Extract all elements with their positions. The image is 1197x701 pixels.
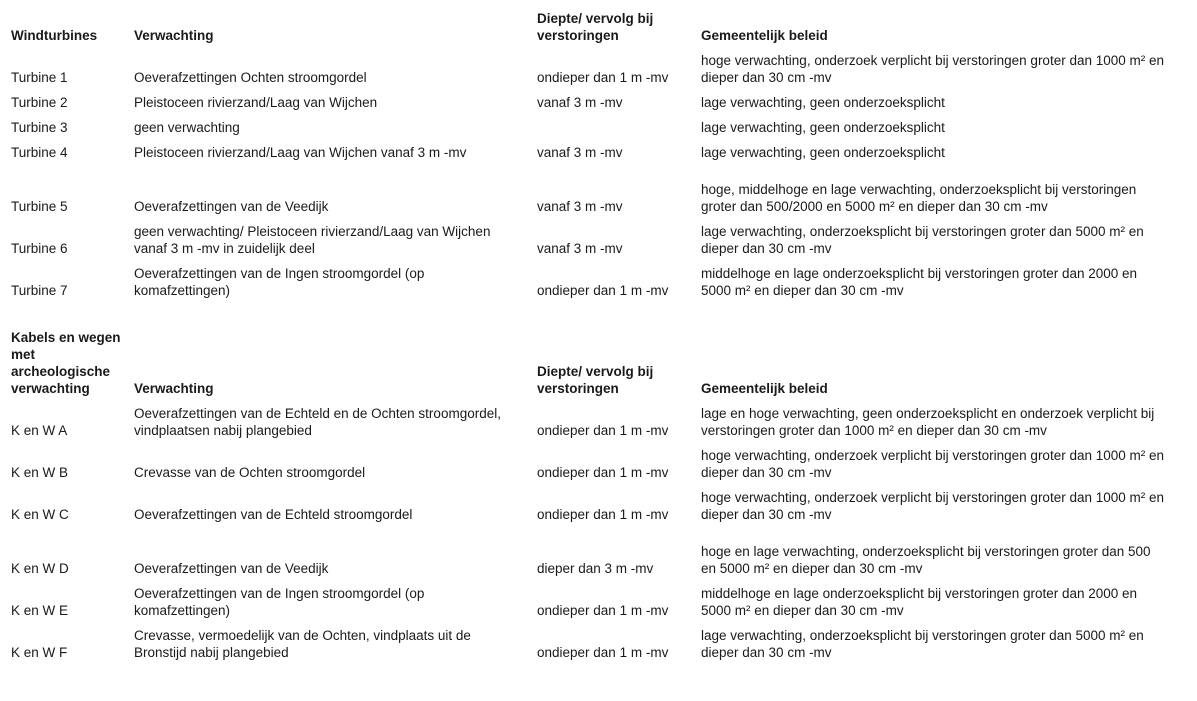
header-diepte: Diepte/ vervolg bij verstoringen xyxy=(537,11,654,43)
diepte-cell: ondieper dan 1 m -mv xyxy=(537,423,669,438)
table-row xyxy=(11,523,1166,577)
beleid-cell: lage verwachting, onderzoeksplicht bij verstoringen groter dan 5000 m² en dieper dan 30 cm -mv xyxy=(701,224,1144,256)
windturbines-table xyxy=(11,10,1166,299)
beleid-cell: middelhoge en lage onderzoeksplicht bij verstoringen groter dan 2000 en 5000 m² en dieper dan 30 cm -mv xyxy=(701,266,1138,298)
diepte-cell: ondieper dan 1 m -mv xyxy=(537,603,669,618)
verwachting-cell: Oeverafzettingen van de Ingen stroomgordel (op komafzettingen) xyxy=(134,586,425,618)
diepte-cell: ondieper dan 1 m -mv xyxy=(537,507,669,522)
header-row xyxy=(11,329,1166,397)
table-row xyxy=(11,257,1166,299)
table-row xyxy=(11,481,1166,523)
header-kabels-en-wegen: Kabels en wegen met archeologische verwachting xyxy=(11,330,121,396)
diepte-cell: ondieper dan 1 m -mv xyxy=(537,645,669,660)
header-beleid: Gemeentelijk beleid xyxy=(701,28,828,43)
beleid-cell: hoge verwachting, onderzoek verplicht bij verstoringen groter dan 1000 m² en dieper dan 30 cm -mv xyxy=(701,448,1165,480)
table-row xyxy=(11,111,1166,136)
table-row xyxy=(11,577,1166,619)
beleid-cell: hoge verwachting, onderzoek verplicht bij verstoringen groter dan 1000 m² en dieper dan 30 cm -mv xyxy=(701,490,1165,522)
kabel-label: K en W C xyxy=(11,507,69,522)
verwachting-cell: geen verwachting/ Pleistoceen rivierzand/Laag van Wijchen vanaf 3 m -mv in zuidelijk deel xyxy=(134,224,491,256)
beleid-cell: lage verwachting, geen onderzoeksplicht xyxy=(701,120,945,135)
kabel-label: K en W F xyxy=(11,645,68,660)
beleid-cell: lage en hoge verwachting, geen onderzoeksplicht en onderzoek verplicht bij verstoringen groter dan 1000 m² en dieper dan 30 cm -mv xyxy=(701,406,1155,438)
verwachting-cell: Oeverafzettingen van de Echteld en de Ochten stroomgordel, vindplaatsen nabij plangebied xyxy=(134,406,501,438)
turbine-label: Turbine 4 xyxy=(11,145,68,160)
header-verwachting: Verwachting xyxy=(134,28,214,43)
diepte-cell: ondieper dan 1 m -mv xyxy=(537,465,669,480)
beleid-cell: hoge en lage verwachting, onderzoeksplicht bij verstoringen groter dan 500 en 5000 m² en dieper dan 30 cm -mv xyxy=(701,544,1151,576)
turbine-label: Turbine 2 xyxy=(11,95,68,110)
kabel-label: K en W B xyxy=(11,465,69,480)
beleid-cell: hoge verwachting, onderzoek verplicht bij verstoringen groter dan 1000 m² en dieper dan 30 cm -mv xyxy=(701,53,1165,85)
beleid-cell: lage verwachting, geen onderzoeksplicht xyxy=(701,145,945,160)
table-row xyxy=(11,44,1166,86)
beleid-cell: middelhoge en lage onderzoeksplicht bij verstoringen groter dan 2000 en 5000 m² en dieper dan 30 cm -mv xyxy=(701,586,1138,618)
verwachting-cell: Pleistoceen rivierzand/Laag van Wijchen vanaf 3 m -mv xyxy=(134,145,467,160)
header-beleid: Gemeentelijk beleid xyxy=(701,381,828,396)
table-row xyxy=(11,439,1166,481)
diepte-cell: ondieper dan 1 m -mv xyxy=(537,283,669,298)
beleid-cell: hoge, middelhoge en lage verwachting, onderzoeksplicht bij verstoringen groter dan 500/2000 en 5000 m² en dieper dan 30 cm -mv xyxy=(701,182,1137,214)
diepte-cell: ondieper dan 1 m -mv xyxy=(537,70,669,85)
table-row xyxy=(11,86,1166,111)
diepte-cell: vanaf 3 m -mv xyxy=(537,199,623,214)
beleid-cell: lage verwachting, onderzoeksplicht bij verstoringen groter dan 5000 m² en dieper dan 30 cm -mv xyxy=(701,628,1144,660)
verwachting-cell: Oeverafzettingen Ochten stroomgordel xyxy=(134,70,367,85)
turbine-label: Turbine 6 xyxy=(11,241,68,256)
header-verwachting: Verwachting xyxy=(134,381,214,396)
beleid-cell: lage verwachting, geen onderzoeksplicht xyxy=(701,95,945,110)
kabels-wegen-table xyxy=(11,329,1166,661)
verwachting-cell: Oeverafzettingen van de Veedijk xyxy=(134,199,329,214)
turbine-label: Turbine 3 xyxy=(11,120,68,135)
kabel-label: K en W D xyxy=(11,561,69,576)
table-row xyxy=(11,161,1166,215)
table-row xyxy=(11,136,1166,161)
diepte-cell: vanaf 3 m -mv xyxy=(537,241,623,256)
turbine-label: Turbine 1 xyxy=(11,70,68,85)
kabel-label: K en W E xyxy=(11,603,69,618)
diepte-cell: dieper dan 3 m -mv xyxy=(537,561,654,576)
verwachting-cell: Crevasse, vermoedelijk van de Ochten, vindplaats uit de Bronstijd nabij plangebied xyxy=(134,628,471,660)
header-windturbines: Windturbines xyxy=(11,28,98,43)
verwachting-cell: Oeverafzettingen van de Ingen stroomgordel (op komafzettingen) xyxy=(134,266,425,298)
diepte-cell xyxy=(537,111,701,136)
verwachting-cell: Oeverafzettingen van de Veedijk xyxy=(134,561,329,576)
table-row xyxy=(11,397,1166,439)
verwachting-cell: Oeverafzettingen van de Echteld stroomgordel xyxy=(134,507,413,522)
table-row xyxy=(11,215,1166,257)
verwachting-cell: Crevasse van de Ochten stroomgordel xyxy=(134,465,366,480)
verwachting-cell: geen verwachting xyxy=(134,120,240,135)
diepte-cell: vanaf 3 m -mv xyxy=(537,95,623,110)
header-diepte: Diepte/ vervolg bij verstoringen xyxy=(537,364,654,396)
kabel-label: K en W A xyxy=(11,423,68,438)
header-row xyxy=(11,10,1166,44)
verwachting-cell: Pleistoceen rivierzand/Laag van Wijchen xyxy=(134,95,378,110)
turbine-label: Turbine 5 xyxy=(11,199,68,214)
diepte-cell: vanaf 3 m -mv xyxy=(537,145,623,160)
table-row xyxy=(11,619,1166,661)
turbine-label: Turbine 7 xyxy=(11,283,68,298)
